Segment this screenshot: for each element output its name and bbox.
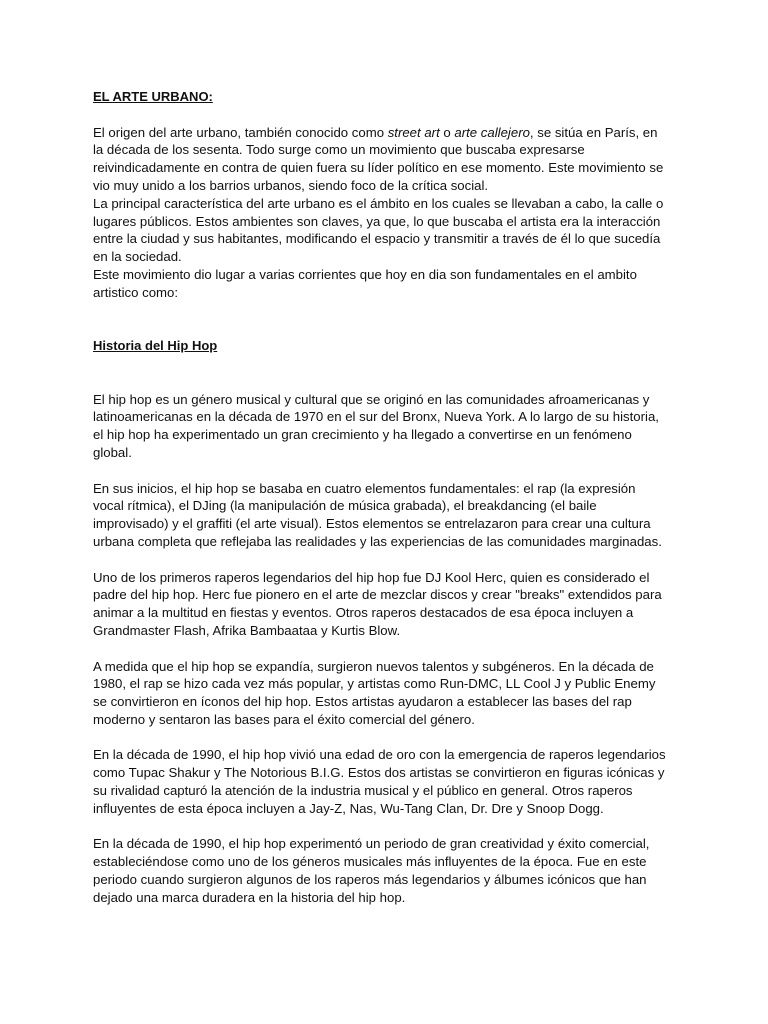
paragraph-caracteristica: La principal característica del arte urbano es el ámbito en los cuales se llevaban a cabo, la calle o lugares públicos. Estos ambientes son claves, ya que, lo que buscaba el artista era la interacción entre la ciudad y sus habitantes, modificando el espacio y transmitir a través de él lo que sucedía en la sociedad. xyxy=(93,195,664,265)
spacer xyxy=(93,640,668,658)
intro-text-1: El origen del arte urbano, también conocido como xyxy=(93,124,388,140)
paragraph-hiphop-3: Uno de los primeros raperos legendarios del hip hop fue DJ Kool Herc, quien es considerado el padre del hip hop. Herc fue pionero en el arte de mezclar discos y crear "breaks" extendidos para animar a la multitud en fiestas y eventos. Otros raperos destacados de esa época incluyen a Grandmaster Flash, Afrika Bambaataa y Kurtis Blow. xyxy=(93,569,662,638)
intro-emphasis-arte-callejero: arte callejero xyxy=(454,124,530,140)
paragraph-hiphop-6: En la década de 1990, el hip hop experimentó un periodo de gran creatividad y éxito comercial, estableciéndose como uno de los géneros musicales más influyentes de la época. Fue en este periodo cuando surgieron algunos de los raperos más legendarios y álbumes icónicos que han dejado una marca duradera en la historia del hip hop. xyxy=(93,836,650,905)
paragraph-hiphop-2: En sus inicios, el hip hop se basaba en cuatro elementos fundamentales: el rap (la expresión vocal rítmica), el DJing (la manipulación de música grabada), el breakdancing (el baile improvisado) y el graffiti (el arte visual). Estos elementos se entrelazaron para crear una cultura urbana completa que reflejaba las realidades y las experiencias de las comunidades marginadas. xyxy=(93,480,662,549)
spacer xyxy=(93,818,668,836)
spacer xyxy=(93,462,668,480)
section-title-arte-urbano: EL ARTE URBANO: xyxy=(93,89,213,104)
paragraph-hiphop-4: A medida que el hip hop se expandía, surgieron nuevos talentos y subgéneros. En la década de 1980, el rap se hizo cada vez más popular, y artistas como Run-DMC, LL Cool J y Public Enemy se convirtieron en íconos del hip hop. Estos artistas ayudaron a establecer las bases del rap moderno y sentaron las bases para el éxito comercial del género. xyxy=(93,658,656,727)
intro-text-3: , se sitúa en París, en la década de los sesenta. Todo surge como un movimiento que buscaba expresarse reivindicadamente en contra de quien fuera su líder político en ese momento. Este movimiento se vio muy unido a los barrios urbanos, siendo foco de la crítica social. xyxy=(93,124,664,193)
section-title-hip-hop: Historia del Hip Hop xyxy=(93,338,218,354)
paragraph-hiphop-1: El hip hop es un género musical y cultural que se originó en las comunidades afroamericanas y latinoamericanas en la década de 1970 en el sur del Bronx, Nueva York. A lo largo de su historia, el hip hop ha experimentado un gran crecimiento y ha llegado a convertirse en un fenómeno global. xyxy=(93,391,659,460)
intro-paragraph xyxy=(93,124,668,195)
intro-text-2: o xyxy=(439,124,455,140)
spacer xyxy=(93,729,668,747)
spacer xyxy=(93,551,668,569)
paragraph-corrientes: Este movimiento dio lugar a varias corrientes que hoy en dia son fundamentales en el ambito artistico como: xyxy=(93,266,637,300)
intro-emphasis-street-art: street art xyxy=(387,124,440,140)
spacer xyxy=(93,302,668,338)
paragraph-hiphop-5: En la década de 1990, el hip hop vivió una edad de oro con la emergencia de raperos legendarios como Tupac Shakur y The Notorious B.I.G. Estos dos artistas se convirtieron en figuras icónicas y su rivalidad capturó la atención de la industria musical y el público en general. Otros raperos influyentes de esta época incluyen a Jay-Z, Nas, Wu-Tang Clan, Dr. Dre y Snoop Dogg. xyxy=(93,747,666,816)
